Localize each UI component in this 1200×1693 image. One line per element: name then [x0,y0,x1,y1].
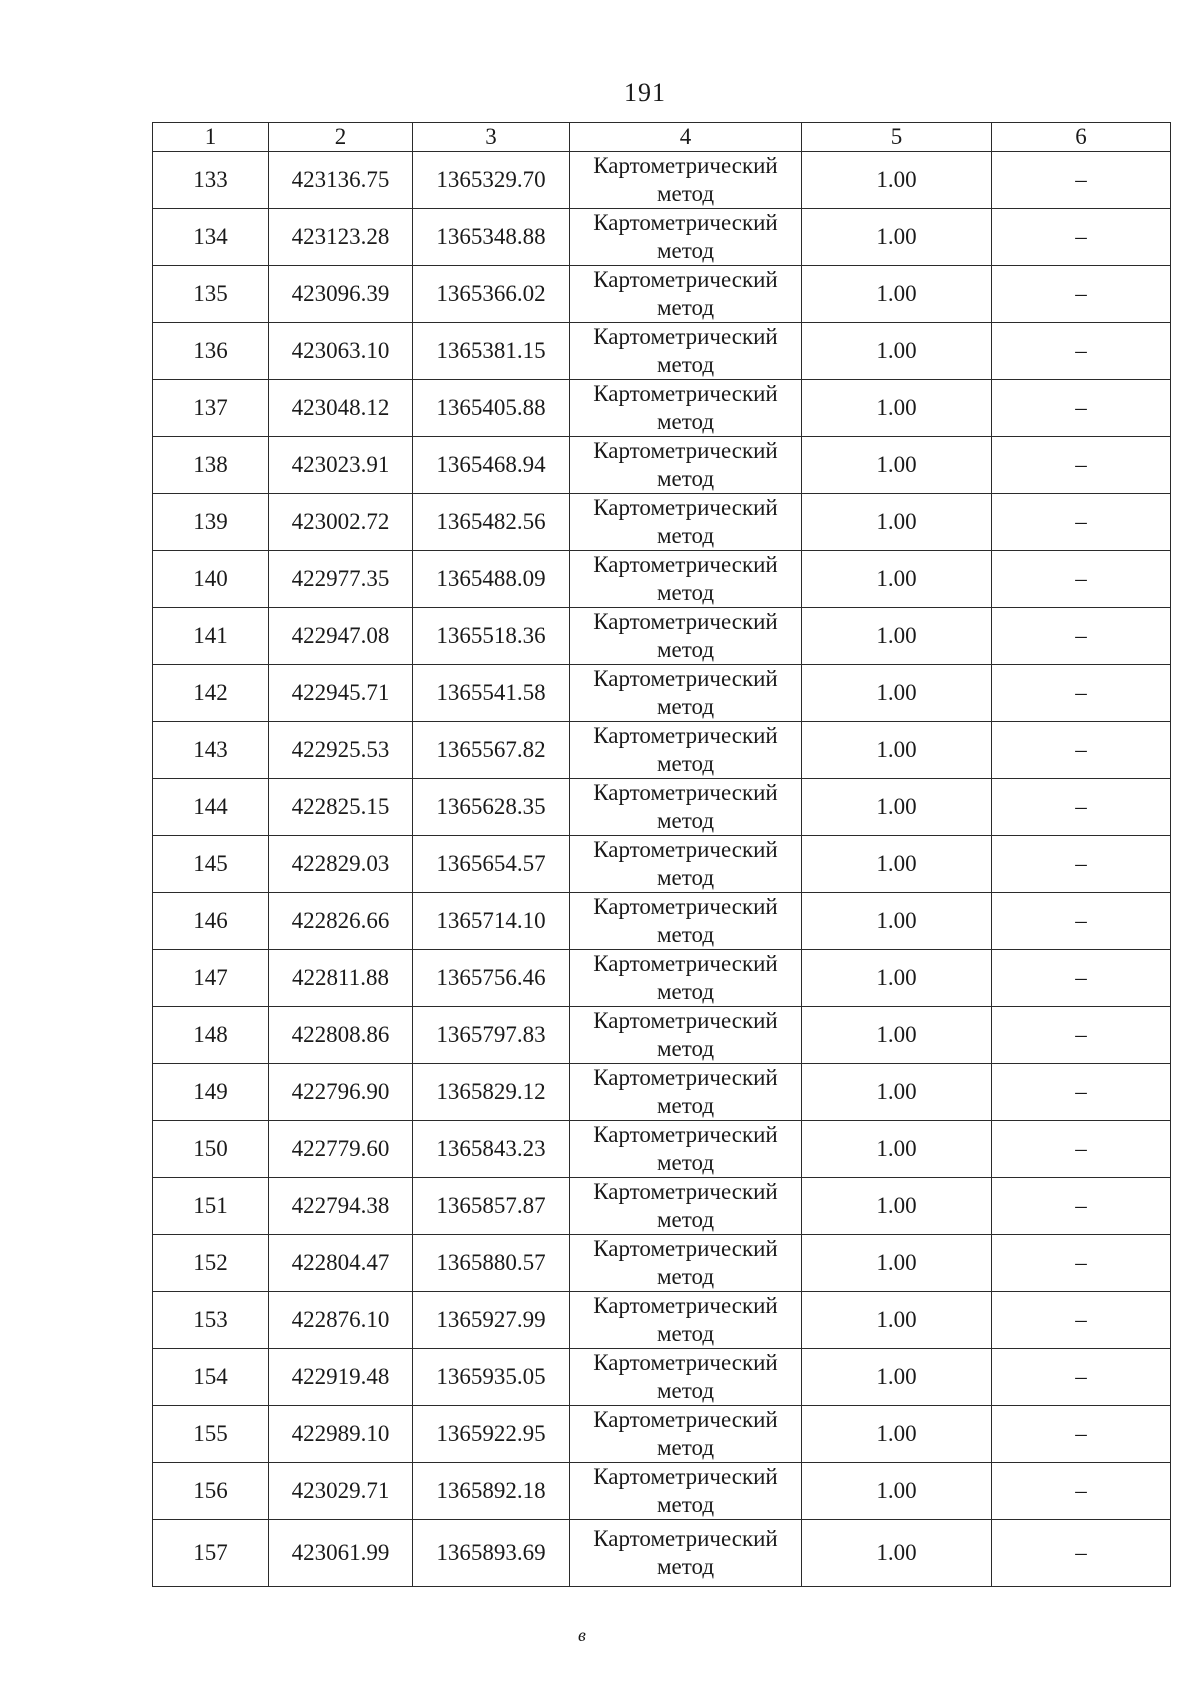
table-row [153,266,1171,323]
method-cell: Картометрический метод [570,950,802,1007]
accuracy-cell: 1.00 [802,437,992,494]
header-col-1: 1 [153,123,269,152]
note-cell: – [992,1064,1171,1121]
note-cell: – [992,1292,1171,1349]
note-cell: – [992,722,1171,779]
y-coordinate-cell: 1365880.57 [413,1235,570,1292]
y-coordinate-cell: 1365381.15 [413,323,570,380]
x-coordinate-cell: 422925.53 [269,722,413,779]
table-row [153,1007,1171,1064]
accuracy-cell: 1.00 [802,1520,992,1587]
method-cell: Картометрический метод [570,779,802,836]
x-coordinate-cell: 422779.60 [269,1121,413,1178]
header-col-6: 6 [992,123,1171,152]
method-cell: Картометрический метод [570,1463,802,1520]
note-cell: – [992,266,1171,323]
y-coordinate-cell: 1365405.88 [413,380,570,437]
table-row [153,437,1171,494]
method-cell: Картометрический метод [570,323,802,380]
x-coordinate-cell: 423136.75 [269,152,413,209]
point-number-cell: 154 [153,1349,269,1406]
table-row [153,665,1171,722]
x-coordinate-cell: 422804.47 [269,1235,413,1292]
table-row [153,1235,1171,1292]
y-coordinate-cell: 1365348.88 [413,209,570,266]
method-cell: Картометрический метод [570,893,802,950]
table-header [153,123,1171,152]
table-row [153,722,1171,779]
point-number-cell: 136 [153,323,269,380]
y-coordinate-cell: 1365654.57 [413,836,570,893]
accuracy-cell: 1.00 [802,494,992,551]
note-cell: – [992,1520,1171,1587]
note-cell: – [992,323,1171,380]
note-cell: – [992,950,1171,1007]
y-coordinate-cell: 1365843.23 [413,1121,570,1178]
note-cell: – [992,209,1171,266]
header-col-4: 4 [570,123,802,152]
point-number-cell: 150 [153,1121,269,1178]
x-coordinate-cell: 422829.03 [269,836,413,893]
method-cell: Картометрический метод [570,1292,802,1349]
method-cell: Картометрический метод [570,380,802,437]
accuracy-cell: 1.00 [802,1007,992,1064]
table-row [153,152,1171,209]
method-cell: Картометрический метод [570,1235,802,1292]
accuracy-cell: 1.00 [802,1349,992,1406]
note-cell: – [992,152,1171,209]
y-coordinate-cell: 1365829.12 [413,1064,570,1121]
note-cell: – [992,1007,1171,1064]
method-cell: Картометрический метод [570,494,802,551]
accuracy-cell: 1.00 [802,1178,992,1235]
point-number-cell: 153 [153,1292,269,1349]
table-row [153,1520,1171,1587]
x-coordinate-cell: 423023.91 [269,437,413,494]
y-coordinate-cell: 1365366.02 [413,266,570,323]
y-coordinate-cell: 1365488.09 [413,551,570,608]
y-coordinate-cell: 1365482.56 [413,494,570,551]
point-number-cell: 146 [153,893,269,950]
y-coordinate-cell: 1365927.99 [413,1292,570,1349]
y-coordinate-cell: 1365756.46 [413,950,570,1007]
table-row [153,1121,1171,1178]
table-row [153,1178,1171,1235]
accuracy-cell: 1.00 [802,722,992,779]
y-coordinate-cell: 1365518.36 [413,608,570,665]
x-coordinate-cell: 422811.88 [269,950,413,1007]
note-cell: – [992,608,1171,665]
method-cell: Картометрический метод [570,152,802,209]
accuracy-cell: 1.00 [802,779,992,836]
accuracy-cell: 1.00 [802,380,992,437]
note-cell: – [992,893,1171,950]
accuracy-cell: 1.00 [802,1292,992,1349]
point-number-cell: 147 [153,950,269,1007]
table-row [153,551,1171,608]
x-coordinate-cell: 422794.38 [269,1178,413,1235]
point-number-cell: 152 [153,1235,269,1292]
page-number: 191 [624,78,666,107]
accuracy-cell: 1.00 [802,836,992,893]
table-row [153,1463,1171,1520]
note-cell: – [992,1406,1171,1463]
point-number-cell: 145 [153,836,269,893]
method-cell: Картометрический метод [570,1178,802,1235]
accuracy-cell: 1.00 [802,950,992,1007]
y-coordinate-cell: 1365714.10 [413,893,570,950]
accuracy-cell: 1.00 [802,893,992,950]
accuracy-cell: 1.00 [802,1235,992,1292]
method-cell: Картометрический метод [570,836,802,893]
point-number-cell: 144 [153,779,269,836]
method-cell: Картометрический метод [570,608,802,665]
y-coordinate-cell: 1365628.35 [413,779,570,836]
accuracy-cell: 1.00 [802,1121,992,1178]
note-cell: – [992,551,1171,608]
footer-mark: в [578,1625,586,1645]
header-col-5: 5 [802,123,992,152]
x-coordinate-cell: 422947.08 [269,608,413,665]
table-row [153,494,1171,551]
y-coordinate-cell: 1365857.87 [413,1178,570,1235]
y-coordinate-cell: 1365935.05 [413,1349,570,1406]
point-number-cell: 138 [153,437,269,494]
note-cell: – [992,1178,1171,1235]
header-col-3: 3 [413,123,570,152]
point-number-cell: 142 [153,665,269,722]
table-row [153,209,1171,266]
table-row [153,779,1171,836]
point-number-cell: 140 [153,551,269,608]
method-cell: Картометрический метод [570,1007,802,1064]
note-cell: – [992,1349,1171,1406]
x-coordinate-cell: 422989.10 [269,1406,413,1463]
note-cell: – [992,779,1171,836]
y-coordinate-cell: 1365468.94 [413,437,570,494]
y-coordinate-cell: 1365567.82 [413,722,570,779]
point-number-cell: 148 [153,1007,269,1064]
y-coordinate-cell: 1365329.70 [413,152,570,209]
coordinates-table [152,122,1171,1587]
note-cell: – [992,380,1171,437]
point-number-cell: 139 [153,494,269,551]
point-number-cell: 151 [153,1178,269,1235]
table-row [153,893,1171,950]
note-cell: – [992,1463,1171,1520]
note-cell: – [992,1121,1171,1178]
note-cell: – [992,665,1171,722]
y-coordinate-cell: 1365893.69 [413,1520,570,1587]
y-coordinate-cell: 1365797.83 [413,1007,570,1064]
note-cell: – [992,437,1171,494]
x-coordinate-cell: 422945.71 [269,665,413,722]
accuracy-cell: 1.00 [802,665,992,722]
table-row [153,1406,1171,1463]
point-number-cell: 133 [153,152,269,209]
point-number-cell: 135 [153,266,269,323]
method-cell: Картометрический метод [570,437,802,494]
point-number-cell: 143 [153,722,269,779]
table-row [153,950,1171,1007]
point-number-cell: 157 [153,1520,269,1587]
table-row [153,1349,1171,1406]
y-coordinate-cell: 1365892.18 [413,1463,570,1520]
accuracy-cell: 1.00 [802,551,992,608]
accuracy-cell: 1.00 [802,152,992,209]
x-coordinate-cell: 423048.12 [269,380,413,437]
table-row [153,380,1171,437]
x-coordinate-cell: 423061.99 [269,1520,413,1587]
x-coordinate-cell: 423063.10 [269,323,413,380]
method-cell: Картометрический метод [570,1520,802,1587]
method-cell: Картометрический метод [570,1349,802,1406]
accuracy-cell: 1.00 [802,1064,992,1121]
method-cell: Картометрический метод [570,722,802,779]
x-coordinate-cell: 422977.35 [269,551,413,608]
table-row [153,1292,1171,1349]
method-cell: Картометрический метод [570,266,802,323]
x-coordinate-cell: 423096.39 [269,266,413,323]
x-coordinate-cell: 422876.10 [269,1292,413,1349]
table-row [153,323,1171,380]
accuracy-cell: 1.00 [802,1463,992,1520]
x-coordinate-cell: 422825.15 [269,779,413,836]
x-coordinate-cell: 423123.28 [269,209,413,266]
x-coordinate-cell: 422826.66 [269,893,413,950]
method-cell: Картометрический метод [570,1121,802,1178]
point-number-cell: 149 [153,1064,269,1121]
point-number-cell: 134 [153,209,269,266]
x-coordinate-cell: 422796.90 [269,1064,413,1121]
point-number-cell: 141 [153,608,269,665]
table-row [153,608,1171,665]
accuracy-cell: 1.00 [802,209,992,266]
accuracy-cell: 1.00 [802,608,992,665]
table-row [153,836,1171,893]
method-cell: Картометрический метод [570,1064,802,1121]
accuracy-cell: 1.00 [802,1406,992,1463]
header-row [153,123,1171,152]
method-cell: Картометрический метод [570,1406,802,1463]
note-cell: – [992,836,1171,893]
y-coordinate-cell: 1365922.95 [413,1406,570,1463]
x-coordinate-cell: 423029.71 [269,1463,413,1520]
header-col-2: 2 [269,123,413,152]
x-coordinate-cell: 422808.86 [269,1007,413,1064]
accuracy-cell: 1.00 [802,266,992,323]
y-coordinate-cell: 1365541.58 [413,665,570,722]
accuracy-cell: 1.00 [802,323,992,380]
method-cell: Картометрический метод [570,665,802,722]
point-number-cell: 137 [153,380,269,437]
x-coordinate-cell: 423002.72 [269,494,413,551]
note-cell: – [992,494,1171,551]
x-coordinate-cell: 422919.48 [269,1349,413,1406]
table-body [153,152,1171,1587]
method-cell: Картометрический метод [570,551,802,608]
note-cell: – [992,1235,1171,1292]
table-row [153,1064,1171,1121]
point-number-cell: 156 [153,1463,269,1520]
point-number-cell: 155 [153,1406,269,1463]
method-cell: Картометрический метод [570,209,802,266]
